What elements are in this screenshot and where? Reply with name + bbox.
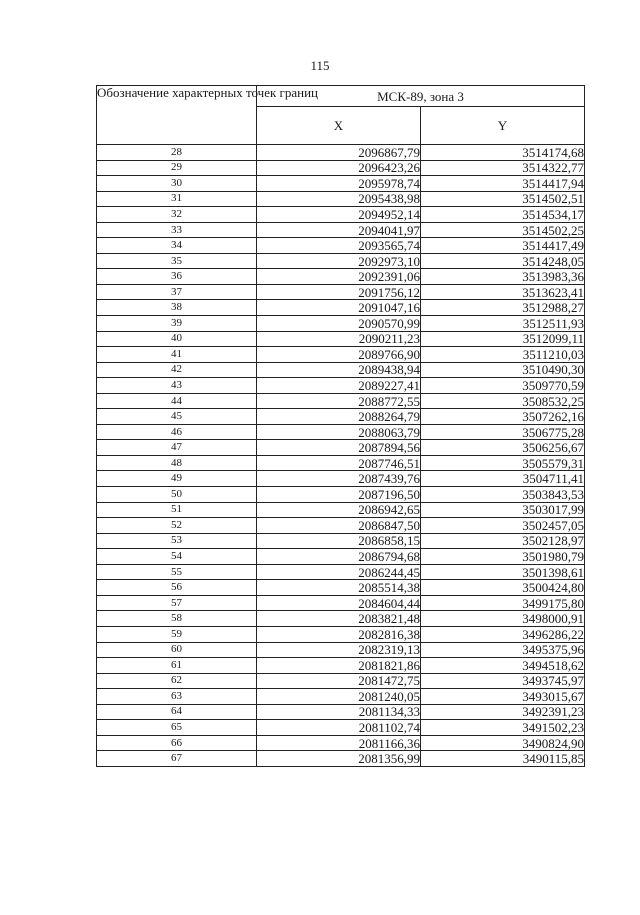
y-coordinate-cell: 3514534,17 xyxy=(421,207,585,223)
x-coordinate-cell: 2092391,06 xyxy=(257,269,421,285)
point-number-cell: 61 xyxy=(97,658,257,674)
table-row xyxy=(97,331,585,347)
x-coordinate-cell: 2081356,99 xyxy=(257,751,421,767)
y-coordinate-cell: 3500424,80 xyxy=(421,580,585,596)
x-coordinate-cell: 2081240,05 xyxy=(257,689,421,705)
y-coordinate-cell: 3507262,16 xyxy=(421,409,585,425)
x-coordinate-cell: 2085514,38 xyxy=(257,580,421,596)
point-number-cell: 51 xyxy=(97,502,257,518)
table-row xyxy=(97,564,585,580)
table-row xyxy=(97,424,585,440)
table-row xyxy=(97,455,585,471)
x-coordinate-cell: 2087439,76 xyxy=(257,471,421,487)
x-coordinate-cell: 2090570,99 xyxy=(257,316,421,332)
y-coordinate-cell: 3509770,59 xyxy=(421,378,585,394)
table-row xyxy=(97,222,585,238)
point-number-cell: 42 xyxy=(97,362,257,378)
x-coordinate-cell: 2096867,79 xyxy=(257,145,421,161)
y-coordinate-cell: 3496286,22 xyxy=(421,626,585,642)
x-coordinate-cell: 2091047,16 xyxy=(257,300,421,316)
point-number-cell: 50 xyxy=(97,487,257,503)
point-number-cell: 53 xyxy=(97,533,257,549)
table-row xyxy=(97,191,585,207)
point-number-cell: 57 xyxy=(97,595,257,611)
point-number-cell: 34 xyxy=(97,238,257,254)
y-coordinate-cell: 3501980,79 xyxy=(421,549,585,565)
x-coordinate-cell: 2095978,74 xyxy=(257,176,421,192)
x-coordinate-cell: 2086858,15 xyxy=(257,533,421,549)
coordinate-system-header: МСК-89, зона 3 xyxy=(257,86,585,107)
table-row xyxy=(97,300,585,316)
point-number-cell: 41 xyxy=(97,347,257,363)
table-row xyxy=(97,720,585,736)
x-coordinate-cell: 2083821,48 xyxy=(257,611,421,627)
table-row xyxy=(97,145,585,161)
point-number-cell: 43 xyxy=(97,378,257,394)
y-coordinate-cell: 3513623,41 xyxy=(421,284,585,300)
y-column-header: Y xyxy=(421,107,585,145)
table-row xyxy=(97,176,585,192)
x-coordinate-cell: 2086244,45 xyxy=(257,564,421,580)
table-row xyxy=(97,533,585,549)
point-number-cell: 64 xyxy=(97,704,257,720)
point-number-cell: 38 xyxy=(97,300,257,316)
point-number-cell: 44 xyxy=(97,393,257,409)
x-coordinate-cell: 2089438,94 xyxy=(257,362,421,378)
x-coordinate-cell: 2082816,38 xyxy=(257,626,421,642)
y-coordinate-cell: 3490115,85 xyxy=(421,751,585,767)
x-coordinate-cell: 2086794,68 xyxy=(257,549,421,565)
point-number-cell: 35 xyxy=(97,253,257,269)
table-row xyxy=(97,471,585,487)
y-coordinate-cell: 3514417,49 xyxy=(421,238,585,254)
point-designation-header: Обозначение характерных точек границ xyxy=(97,86,257,145)
table-row xyxy=(97,393,585,409)
table-row xyxy=(97,160,585,176)
x-column-header: X xyxy=(257,107,421,145)
x-coordinate-cell: 2090211,23 xyxy=(257,331,421,347)
y-coordinate-cell: 3501398,61 xyxy=(421,564,585,580)
x-coordinate-cell: 2088264,79 xyxy=(257,409,421,425)
point-number-cell: 54 xyxy=(97,549,257,565)
y-coordinate-cell: 3514322,77 xyxy=(421,160,585,176)
table-row xyxy=(97,347,585,363)
point-number-cell: 39 xyxy=(97,316,257,332)
point-number-cell: 67 xyxy=(97,751,257,767)
y-coordinate-cell: 3491502,23 xyxy=(421,720,585,736)
y-coordinate-cell: 3492391,23 xyxy=(421,704,585,720)
x-coordinate-cell: 2081134,33 xyxy=(257,704,421,720)
y-coordinate-cell: 3512988,27 xyxy=(421,300,585,316)
table-row xyxy=(97,580,585,596)
table-row xyxy=(97,751,585,767)
point-number-cell: 63 xyxy=(97,689,257,705)
x-coordinate-cell: 2081166,36 xyxy=(257,735,421,751)
y-coordinate-cell: 3514174,68 xyxy=(421,145,585,161)
x-coordinate-cell: 2092973,10 xyxy=(257,253,421,269)
y-coordinate-cell: 3502457,05 xyxy=(421,518,585,534)
table-row xyxy=(97,409,585,425)
y-coordinate-cell: 3494518,62 xyxy=(421,658,585,674)
table-row xyxy=(97,284,585,300)
y-coordinate-cell: 3503017,99 xyxy=(421,502,585,518)
x-coordinate-cell: 2087196,50 xyxy=(257,487,421,503)
table-row xyxy=(97,549,585,565)
table-row xyxy=(97,642,585,658)
y-coordinate-cell: 3502128,97 xyxy=(421,533,585,549)
x-coordinate-cell: 2084604,44 xyxy=(257,595,421,611)
point-number-cell: 30 xyxy=(97,176,257,192)
point-number-cell: 65 xyxy=(97,720,257,736)
table-row xyxy=(97,735,585,751)
y-coordinate-cell: 3495375,96 xyxy=(421,642,585,658)
x-coordinate-cell: 2081102,74 xyxy=(257,720,421,736)
x-coordinate-cell: 2081472,75 xyxy=(257,673,421,689)
y-coordinate-cell: 3490824,90 xyxy=(421,735,585,751)
point-number-cell: 52 xyxy=(97,518,257,534)
point-number-cell: 62 xyxy=(97,673,257,689)
y-coordinate-cell: 3514248,05 xyxy=(421,253,585,269)
x-coordinate-cell: 2093565,74 xyxy=(257,238,421,254)
point-number-cell: 36 xyxy=(97,269,257,285)
table-row xyxy=(97,269,585,285)
x-coordinate-cell: 2086847,50 xyxy=(257,518,421,534)
table-row xyxy=(97,626,585,642)
y-coordinate-cell: 3514417,94 xyxy=(421,176,585,192)
x-coordinate-cell: 2089227,41 xyxy=(257,378,421,394)
y-coordinate-cell: 3504711,41 xyxy=(421,471,585,487)
x-coordinate-cell: 2091756,12 xyxy=(257,284,421,300)
x-coordinate-cell: 2095438,98 xyxy=(257,191,421,207)
y-coordinate-cell: 3512099,11 xyxy=(421,331,585,347)
point-number-cell: 37 xyxy=(97,284,257,300)
table-row xyxy=(97,689,585,705)
table-row xyxy=(97,440,585,456)
y-coordinate-cell: 3493015,67 xyxy=(421,689,585,705)
y-coordinate-cell: 3508532,25 xyxy=(421,393,585,409)
table-row xyxy=(97,487,585,503)
coordinates-table xyxy=(96,85,585,767)
point-number-cell: 48 xyxy=(97,455,257,471)
x-coordinate-cell: 2081821,86 xyxy=(257,658,421,674)
y-coordinate-cell: 3506256,67 xyxy=(421,440,585,456)
point-number-cell: 46 xyxy=(97,424,257,440)
table-row xyxy=(97,704,585,720)
y-coordinate-cell: 3514502,51 xyxy=(421,191,585,207)
point-number-cell: 47 xyxy=(97,440,257,456)
point-number-cell: 56 xyxy=(97,580,257,596)
x-coordinate-cell: 2094041,97 xyxy=(257,222,421,238)
point-number-cell: 28 xyxy=(97,145,257,161)
point-number-cell: 49 xyxy=(97,471,257,487)
point-number-cell: 31 xyxy=(97,191,257,207)
y-coordinate-cell: 3514502,25 xyxy=(421,222,585,238)
y-coordinate-cell: 3513983,36 xyxy=(421,269,585,285)
table-body xyxy=(97,145,585,767)
page-number: 115 xyxy=(310,58,330,73)
point-number-cell: 32 xyxy=(97,207,257,223)
table-header xyxy=(97,86,585,145)
y-coordinate-cell: 3493745,97 xyxy=(421,673,585,689)
table-row xyxy=(97,611,585,627)
table-row xyxy=(97,207,585,223)
table-row xyxy=(97,316,585,332)
y-coordinate-cell: 3505579,31 xyxy=(421,455,585,471)
y-coordinate-cell: 3511210,03 xyxy=(421,347,585,363)
point-number-cell: 58 xyxy=(97,611,257,627)
x-coordinate-cell: 2088772,55 xyxy=(257,393,421,409)
table-row xyxy=(97,502,585,518)
x-coordinate-cell: 2096423,26 xyxy=(257,160,421,176)
x-coordinate-cell: 2087894,56 xyxy=(257,440,421,456)
point-number-cell: 40 xyxy=(97,331,257,347)
table-row xyxy=(97,518,585,534)
table-row xyxy=(97,658,585,674)
table-row xyxy=(97,378,585,394)
x-coordinate-cell: 2089766,90 xyxy=(257,347,421,363)
x-coordinate-cell: 2088063,79 xyxy=(257,424,421,440)
y-coordinate-cell: 3503843,53 xyxy=(421,487,585,503)
point-number-cell: 33 xyxy=(97,222,257,238)
point-number-cell: 45 xyxy=(97,409,257,425)
point-number-cell: 60 xyxy=(97,642,257,658)
x-coordinate-cell: 2094952,14 xyxy=(257,207,421,223)
table-row xyxy=(97,595,585,611)
y-coordinate-cell: 3499175,80 xyxy=(421,595,585,611)
table-row xyxy=(97,253,585,269)
point-number-cell: 29 xyxy=(97,160,257,176)
y-coordinate-cell: 3506775,28 xyxy=(421,424,585,440)
point-number-cell: 66 xyxy=(97,735,257,751)
x-coordinate-cell: 2087746,51 xyxy=(257,455,421,471)
y-coordinate-cell: 3498000,91 xyxy=(421,611,585,627)
table-row xyxy=(97,362,585,378)
x-coordinate-cell: 2086942,65 xyxy=(257,502,421,518)
y-coordinate-cell: 3512511,93 xyxy=(421,316,585,332)
table-row xyxy=(97,673,585,689)
table-row xyxy=(97,238,585,254)
y-coordinate-cell: 3510490,30 xyxy=(421,362,585,378)
x-coordinate-cell: 2082319,13 xyxy=(257,642,421,658)
point-number-cell: 59 xyxy=(97,626,257,642)
point-number-cell: 55 xyxy=(97,564,257,580)
